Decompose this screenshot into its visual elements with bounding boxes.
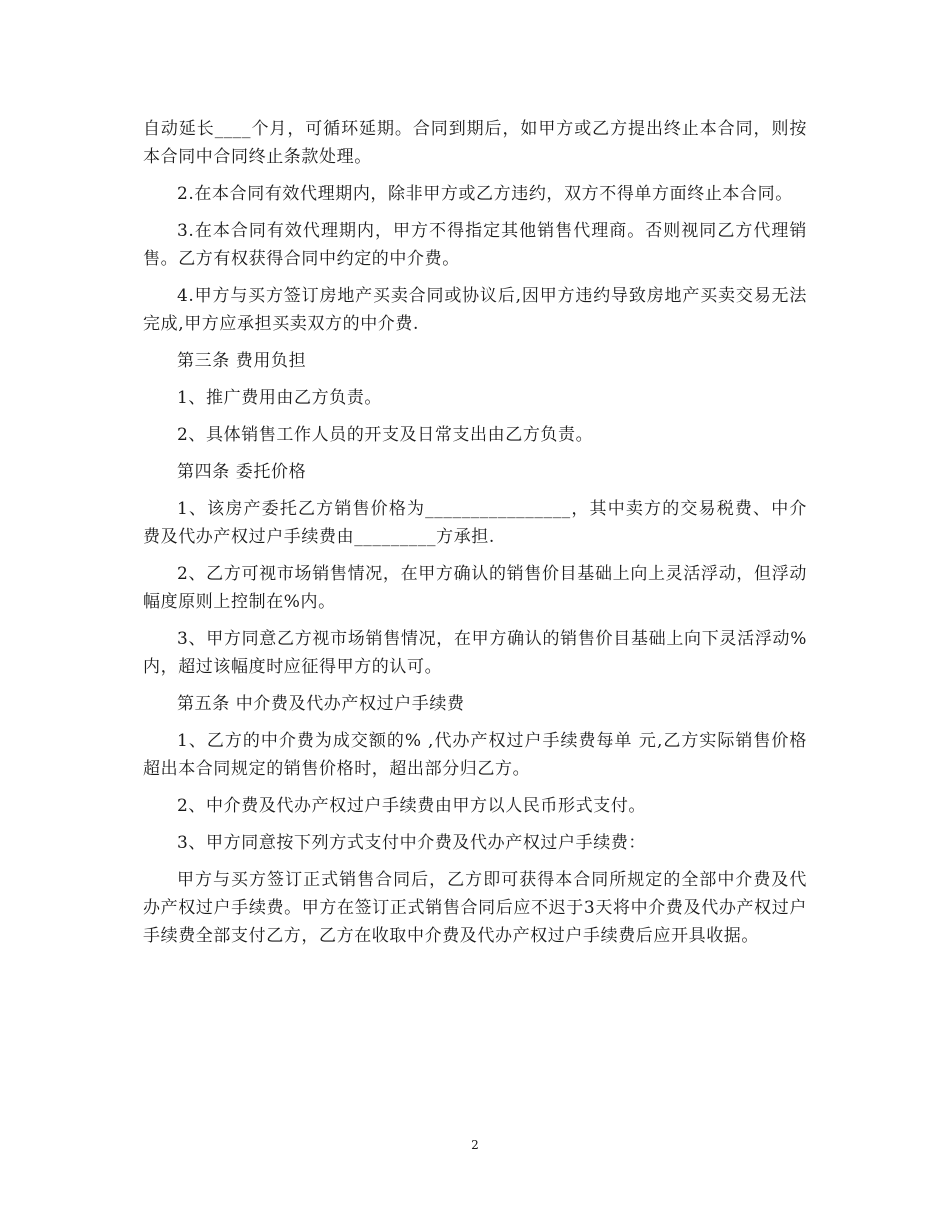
- paragraph: 甲方与买方签订正式销售合同后，乙方即可获得本合同所规定的全部中介费及代办产权过户手续费。甲方在签订正式销售合同后应不迟于3天将中介费及代办产权过户手续费全部支付乙方，乙方在收取中介费及代办产权过户手续费后应开具收据。: [143, 870, 807, 946]
- section-heading: 第五条 中介费及代办产权过户手续费: [177, 694, 465, 714]
- paragraph: 1、推广费用由乙方负责。: [177, 388, 383, 408]
- section-heading: 第三条 费用负担: [177, 351, 307, 371]
- paragraph: 3、甲方同意乙方视市场销售情况，在甲方确认的销售价目基础上向下灵活浮动%内，超过该幅度时应征得甲方的认可。: [143, 629, 807, 677]
- paragraph: 1、该房产委托乙方销售价格为________________，其中卖方的交易税费、中介费及代办产权过户手续费由_________方承担.: [143, 499, 807, 547]
- document-body: [143, 115, 807, 950]
- paragraph: 2.在本合同有效代理期内，除非甲方或乙方违约，双方不得单方面终止本合同。: [177, 184, 793, 204]
- paragraph: 2、具体销售工作人员的开支及日常支出由乙方负责。: [177, 425, 594, 445]
- paragraph: 3、甲方同意按下列方式支付中介费及代办产权过户手续费：: [177, 833, 647, 853]
- paragraph: 自动延长____个月，可循环延期。合同到期后，如甲方或乙方提出终止本合同，则按本合同中合同终止条款处理。: [143, 119, 807, 167]
- paragraph: 4.甲方与买方签订房地产买卖合同或协议后,因甲方违约导致房地产买卖交易无法完成,甲方应承担买卖双方的中介费.: [143, 286, 807, 334]
- paragraph: 1、乙方的中介费为成交额的% ,代办产权过户手续费每单 元,乙方实际销售价格超出本合同规定的销售价格时，超出部分归乙方。: [143, 731, 807, 779]
- paragraph: 2、乙方可视市场销售情况，在甲方确认的销售价目基础上向上灵活浮动，但浮动幅度原则上控制在%内。: [143, 564, 807, 612]
- section-heading: 第四条 委托价格: [177, 462, 307, 482]
- paragraph: 3.在本合同有效代理期内，甲方不得指定其他销售代理商。否则视同乙方代理销售。乙方有权获得合同中约定的中介费。: [143, 221, 807, 269]
- page-number: 2: [471, 1138, 479, 1152]
- paragraph: 2、中介费及代办产权过户手续费由甲方以人民币形式支付。: [177, 796, 647, 816]
